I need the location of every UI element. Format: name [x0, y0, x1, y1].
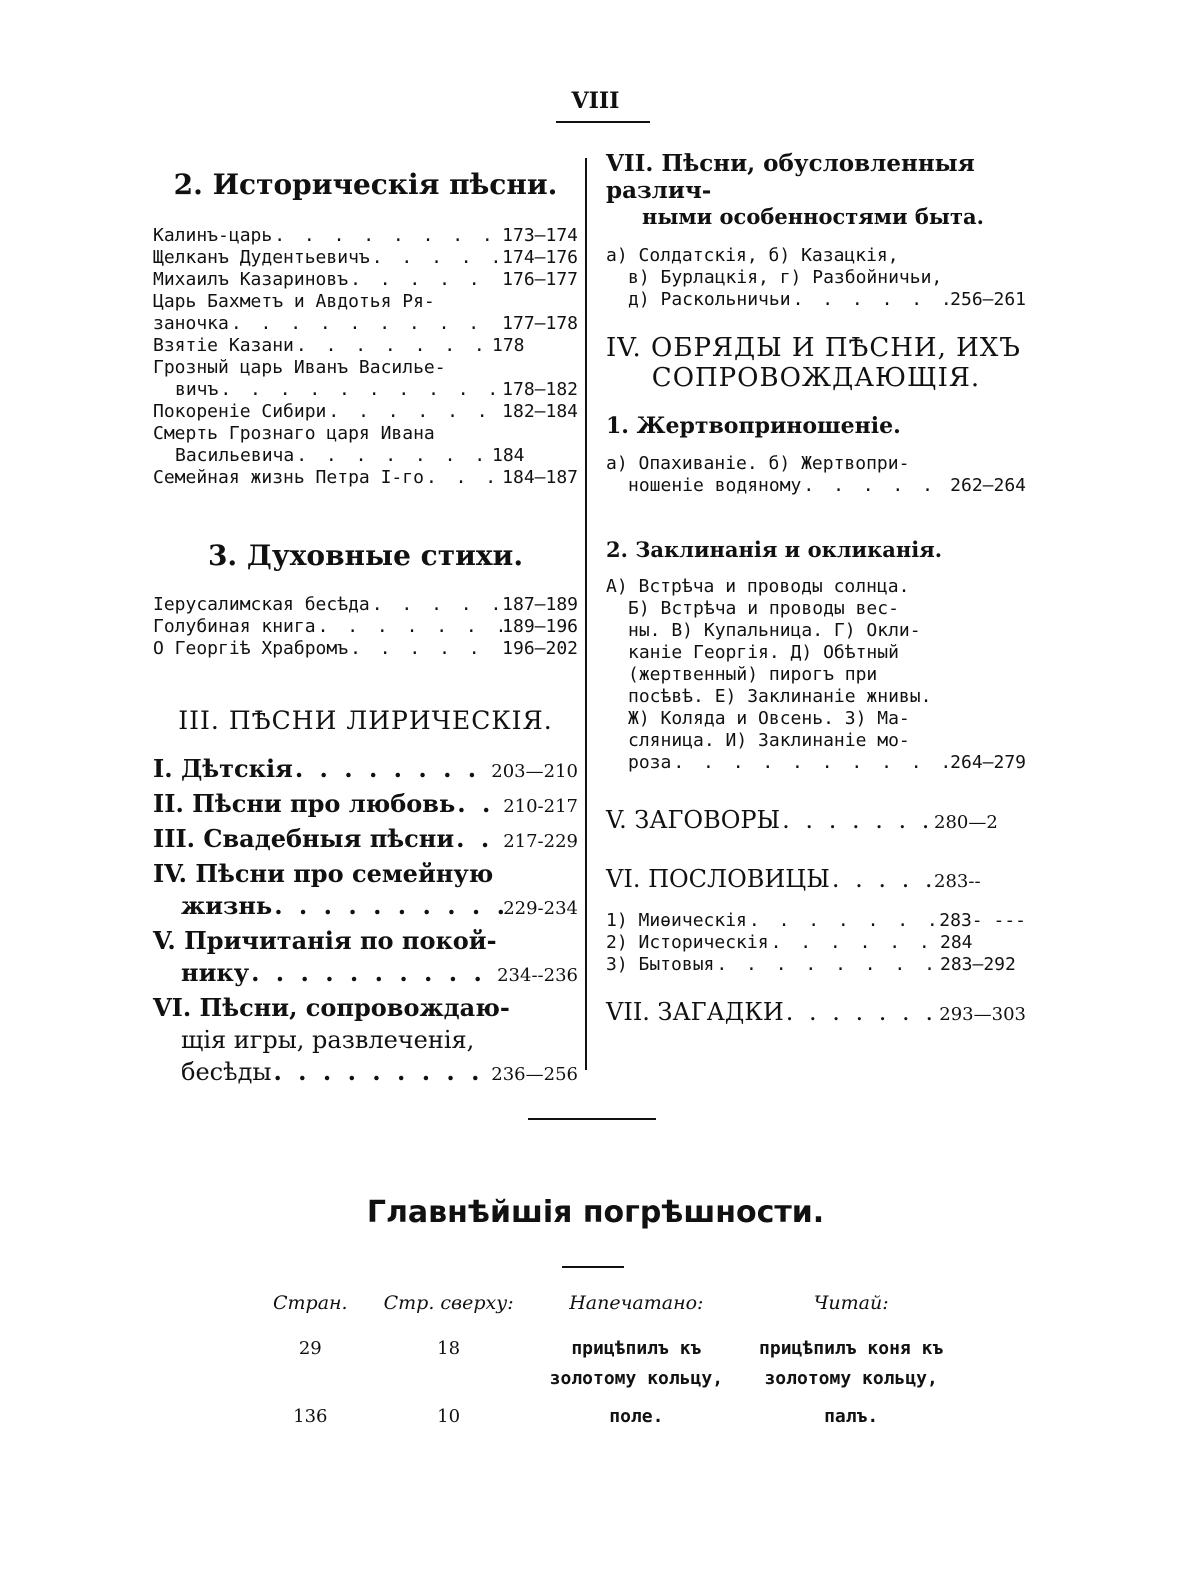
toc-entry-pages: 283-‑ [934, 871, 981, 892]
errata-read-line: золотому кольцу, [764, 1368, 938, 1389]
toc-entry-title: II. Пѣсни про любовь [153, 789, 456, 818]
errata-title-underline [562, 1266, 624, 1268]
toc-entry-title: (жертвенный) пирогъ при [628, 664, 878, 685]
historical-songs-list [153, 225, 578, 489]
errata-title: Главнѣйшія погрѣшности. [366, 1195, 825, 1230]
toc-entry [153, 291, 578, 313]
toc-entry-pages: 196—202 [502, 638, 578, 659]
toc-entry-title: а) Опахиваніе. б) Жертвопри- [606, 453, 910, 474]
toc-entry [153, 357, 578, 379]
toc-entry-pages: 173—174 [502, 225, 578, 246]
toc-entry-title: Покореніе Сибири [153, 401, 327, 422]
toc-entry-pages: 203—210 [491, 761, 578, 782]
toc-entry-title: Взятіе Казани [153, 335, 294, 356]
toc-entry-title: щія игры, развлеченія, [181, 1026, 475, 1054]
toc-entry-title: а) Солдатскія, б) Казацкія, [606, 245, 899, 266]
toc-entry-title: IV. Пѣсни про семейную [153, 859, 494, 888]
errata-read-line: прицѣпилъ коня къ [759, 1338, 944, 1359]
toc-entry-title: сляница. И) Заклинаніе мо- [628, 730, 910, 751]
toc-entry [606, 804, 1026, 839]
toc-entry-pages: 176—177 [502, 269, 578, 290]
toc-entry-title: Ж) Коляда и Овсень. З) Ма- [628, 708, 910, 729]
toc-entry-pages: 280—2 [934, 812, 998, 833]
errata-header-page: Стран. [273, 1292, 348, 1314]
sacrifice-heading: 1. Жертвоприношеніе. [606, 413, 901, 439]
toc-entry-pages: 187—189 [502, 594, 578, 615]
column-divider [585, 158, 587, 1070]
errata-printed [532, 1398, 741, 1436]
toc-entry-title: бесѣды [181, 1058, 272, 1086]
toc-entry [153, 992, 578, 1024]
toc-entry [153, 594, 578, 616]
toc-entry [606, 475, 1026, 497]
toc-entry [606, 620, 1026, 642]
toc-entry [606, 664, 1026, 686]
errata-page: 136 [293, 1406, 328, 1427]
right-column [606, 150, 1026, 1031]
proverbs-entry [606, 863, 1026, 898]
lyric-songs-heading: III. ПѢСНИ ЛИРИЧЕСКІЯ. [178, 706, 553, 735]
toc-entry-pages: 174—176 [502, 247, 578, 268]
toc-entry-title: Іерусалимская бесѣда [153, 594, 370, 615]
toc-entry-pages: 229-234 [503, 898, 578, 919]
rites-heading-line1: IV. ОБРЯДЫ И ПѢСНИ, ИХЪ [606, 333, 1021, 363]
toc-entry [153, 616, 578, 638]
toc-entry-pages: 234--236 [497, 965, 578, 986]
toc-entry [153, 445, 578, 467]
toc-entry [153, 467, 578, 489]
toc-entry [606, 267, 1026, 289]
toc-entry-title: VII. ЗАГАДКИ [606, 998, 784, 1026]
spiritual-verses-list [153, 594, 578, 660]
toc-entry-title: Щелканъ Дудентьевичъ [153, 247, 370, 268]
toc-entry [606, 576, 1026, 598]
toc-entry-pages: 293—303 [939, 1004, 1026, 1025]
toc-entry [153, 313, 578, 335]
errata-read [741, 1398, 961, 1436]
toc-entry [153, 225, 578, 247]
toc-entry-pages: 262—264 [950, 475, 1026, 496]
toc-entry-title: Смерть Грознаго царя Ивана [153, 423, 435, 444]
toc-entry [606, 686, 1026, 708]
toc-entry-pages: 178 [492, 335, 525, 356]
errata-printed-line: прицѣпилъ къ [571, 1338, 702, 1359]
toc-entry-pages: 284 [940, 932, 973, 953]
toc-entry-title: ны. В) Купальница. Г) Окли- [628, 620, 921, 641]
page-number-underline [556, 121, 650, 123]
errata-read-line: палъ. [824, 1406, 879, 1427]
toc-entry [153, 401, 578, 423]
spiritual-verses-heading: 3. Духовные стихи. [207, 539, 524, 572]
toc-entry-title: ношеніе водяному [628, 475, 802, 496]
toc-entry-title: посѣвѣ. Е) Заклинаніе жнивы. [628, 686, 932, 707]
toc-entry [153, 957, 578, 992]
toc-entry [606, 289, 1026, 311]
toc-entry-title: VI. Пѣсни, сопровождаю- [153, 993, 510, 1022]
toc-entry-pages: 283- --- [939, 910, 1026, 931]
toc-entry-title: Б) Встрѣча и проводы вес- [628, 598, 899, 619]
toc-entry [606, 708, 1026, 730]
toc-entry-title: V. ЗАГОВОРЫ [606, 806, 781, 834]
everyday-songs-heading-line1: VII. Пѣсни, обусловленныя различ- [606, 150, 975, 204]
toc-entry-title: 3) Бытовыя [606, 954, 715, 975]
toc-entry [153, 379, 578, 401]
toc-entry-title: Васильевича [175, 445, 295, 466]
toc-entry [153, 753, 578, 788]
toc-entry [606, 932, 1026, 954]
toc-entry [153, 1056, 578, 1091]
toc-entry-pages: 178—182 [502, 379, 578, 400]
toc-entry [606, 453, 1026, 475]
toc-entry [606, 245, 1026, 267]
toc-entry [153, 335, 578, 357]
toc-entry [606, 598, 1026, 620]
errata-header-read: Читай: [813, 1292, 889, 1314]
toc-entry-title: каніе Георгія. Д) Обѣтный [628, 642, 899, 663]
toc-entry-pages: 217-229 [503, 831, 578, 852]
errata-table [255, 1292, 961, 1436]
errata-line: 10 [437, 1406, 461, 1427]
toc-entry-pages: 210-217 [503, 796, 578, 817]
toc-entry-pages: 182—184 [502, 401, 578, 422]
toc-entry-title: вичъ [175, 379, 219, 400]
toc-entry [606, 730, 1026, 752]
toc-entry [606, 996, 1026, 1031]
toc-entry [606, 863, 1026, 898]
toc-entry-title: Семейная жизнь Петра I-го [153, 467, 424, 488]
toc-entry [153, 858, 578, 890]
toc-entry [606, 642, 1026, 664]
toc-entry [606, 954, 1026, 976]
toc-entry-title: заночка [153, 313, 229, 334]
errata-row [255, 1330, 961, 1398]
errata-page: 29 [298, 1338, 322, 1359]
toc-entry-title: д) Раскольничьи [628, 289, 791, 310]
everyday-songs-list [606, 245, 1026, 311]
errata-read [741, 1330, 961, 1398]
toc-entry-title: VI. ПОСЛОВИЦЫ [606, 865, 830, 893]
toc-entry [606, 910, 1026, 932]
errata-header-line: Стр. сверху: [383, 1292, 514, 1314]
toc-entry-pages: 256—261 [950, 289, 1026, 310]
spells-heading: 2. Заклинанія и окликанія. [606, 537, 943, 562]
toc-entry-title: Голубиная книга [153, 616, 316, 637]
toc-entry-title: жизнь [181, 891, 273, 920]
toc-entry-title: Михаилъ Казариновъ [153, 269, 349, 290]
toc-entry [153, 788, 578, 823]
toc-entry-title: Царь Бахметъ и Авдотья Ря- [153, 291, 435, 312]
toc-entry-title: Грозный царь Иванъ Василье- [153, 357, 446, 378]
toc-entry-pages: 177—178 [502, 313, 578, 334]
toc-entry [153, 890, 578, 925]
toc-entry-pages: 236—256 [491, 1064, 578, 1085]
errata-header-row [255, 1292, 961, 1330]
errata-line: 18 [437, 1338, 461, 1359]
sacrifice-list [606, 453, 1026, 497]
toc-entry [153, 423, 578, 445]
toc-entry [153, 247, 578, 269]
toc-entry-title: О Георгіѣ Храбромъ [153, 638, 349, 659]
toc-entry [153, 925, 578, 957]
toc-entry [153, 823, 578, 858]
errata-printed [532, 1330, 741, 1398]
toc-entry-title: 1) Миѳическія [606, 910, 747, 931]
historical-songs-heading: 2. Историческія пѣсни. [173, 168, 558, 201]
lyric-songs-list [153, 753, 578, 1091]
errata-printed-line: поле. [609, 1406, 664, 1427]
toc-entry-pages: 264—279 [950, 752, 1026, 773]
proverbs-list [606, 910, 1026, 976]
toc-entry-title: нику [181, 958, 250, 987]
everyday-songs-heading-line2: ными особенностями быта. [642, 204, 984, 229]
toc-entry-pages: 184—187 [502, 467, 578, 488]
section-divider [528, 1118, 656, 1120]
errata-printed-line: золотому кольцу, [549, 1368, 724, 1389]
toc-entry [153, 1024, 578, 1056]
toc-entry [606, 752, 1026, 774]
toc-entry-title: роза [628, 752, 672, 773]
toc-entry [153, 638, 578, 660]
toc-entry-title: 2) Историческія [606, 932, 769, 953]
toc-entry-pages: 189—196 [502, 616, 578, 637]
errata-header-printed: Напечатано: [569, 1292, 704, 1314]
toc-entry-pages: 184 [492, 445, 525, 466]
charms-entry [606, 804, 1026, 839]
toc-entry-title: III. Свадебныя пѣсни [153, 824, 455, 853]
toc-entry-title: А) Встрѣча и проводы солнца. [606, 576, 910, 597]
errata-row [255, 1398, 961, 1436]
rites-heading-line2: СОПРОВОЖДАЮЩІЯ. [651, 363, 981, 393]
page-number: VIII [571, 88, 620, 114]
toc-entry-title: Калинъ-царь [153, 225, 273, 246]
left-column [153, 168, 578, 1091]
toc-entry-title: V. Причитанія по покой- [153, 926, 497, 955]
toc-entry-pages: 283—292 [940, 954, 1016, 975]
spells-list [606, 576, 1026, 774]
toc-entry [153, 269, 578, 291]
riddles-entry [606, 996, 1026, 1031]
toc-entry-title: в) Бурлацкія, г) Разбойничьи, [628, 267, 943, 288]
toc-entry-title: I. Дѣтскія [153, 754, 293, 783]
